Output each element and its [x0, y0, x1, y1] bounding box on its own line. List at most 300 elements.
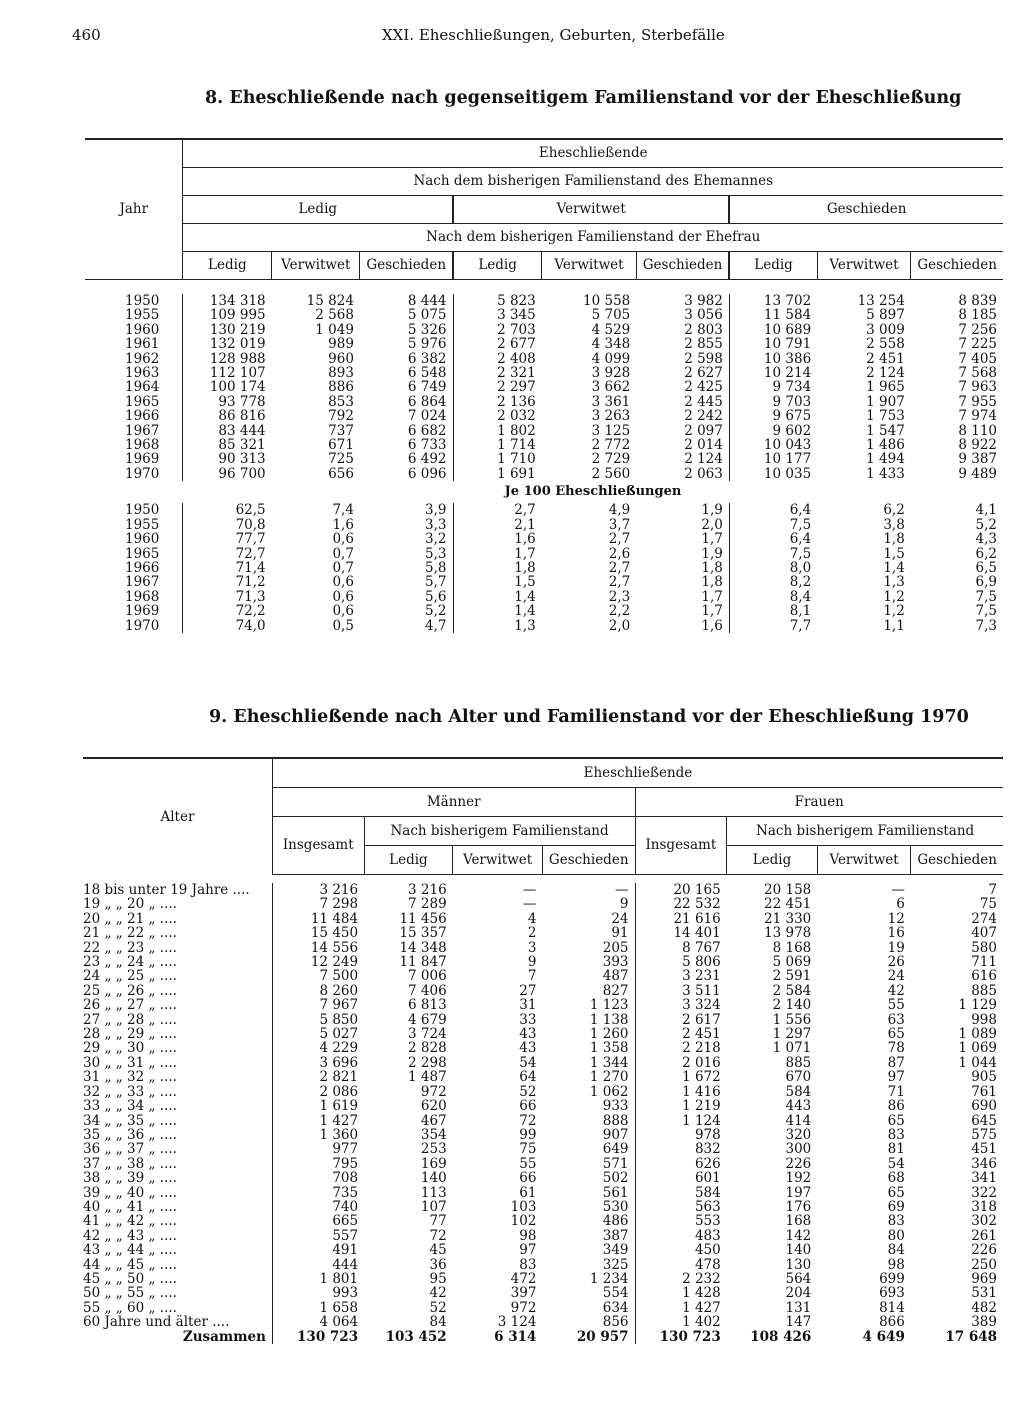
value-cell: 74,0 [183, 619, 272, 633]
table-row [83, 1070, 1003, 1084]
total-label: Zusammen [182, 1328, 266, 1345]
value-cell: 5 823 [453, 294, 542, 308]
value-cell: 1,8 [701, 559, 723, 576]
value-cell: 7,4 [332, 502, 354, 519]
age-cell: 39 „ „ 40 „ .... [83, 1184, 177, 1201]
age-cell: 41 „ „ 42 „ .... [83, 1213, 177, 1230]
value-cell: 26 [887, 954, 905, 971]
value-cell: 2,7 [608, 531, 631, 548]
table-row [85, 467, 1003, 481]
value-cell: 1,8 [701, 574, 723, 591]
table-row [83, 1027, 1003, 1041]
table8-group-verwitwet: Verwitwet [453, 196, 729, 224]
value-cell: 1 714 [453, 438, 542, 452]
value-cell: 893 [328, 365, 354, 382]
value-cell: 1,4 [453, 604, 542, 618]
value-cell: 708 [272, 1171, 364, 1185]
value-cell: 1,5 [453, 575, 542, 589]
age-cell: 23 „ „ 24 „ .... [83, 954, 177, 971]
value-cell: 1 044 [958, 1054, 997, 1071]
value-cell: 3 125 [591, 422, 631, 439]
value-cell: 96 700 [183, 467, 272, 481]
value-cell: 20 158 [764, 882, 812, 898]
value-cell: 21 330 [764, 910, 812, 927]
value-cell: 905 [971, 1069, 997, 1086]
value-cell: 8 922 [958, 437, 997, 454]
value-cell: 91 [611, 925, 629, 942]
value-cell: 320 [785, 1126, 812, 1143]
value-cell: 2 568 [315, 307, 354, 324]
value-cell: 8 767 [635, 941, 727, 955]
value-cell: 601 [635, 1171, 727, 1185]
table-row [85, 619, 1003, 633]
age-cell: 50 „ „ 55 „ .... [83, 1285, 177, 1302]
value-cell: 5,8 [425, 559, 447, 576]
value-cell: 4 099 [591, 350, 631, 367]
value-cell: 7 024 [407, 408, 447, 425]
table-row [83, 1056, 1003, 1070]
total-value: 103 452 [385, 1328, 447, 1345]
value-cell: 169 [420, 1155, 447, 1172]
running-title: XXI. Eheschließungen, Geburten, Sterbefälle [382, 26, 725, 44]
value-cell: 84 [887, 1242, 905, 1259]
value-cell: 7 [527, 968, 537, 985]
table-row [85, 575, 1003, 589]
year-cell: 1964 [125, 379, 160, 396]
year-cell: 1966 [125, 408, 160, 425]
value-cell: 0,5 [332, 617, 354, 634]
value-cell: 72 [429, 1227, 447, 1244]
value-cell: 665 [272, 1214, 364, 1228]
value-cell: 71,3 [183, 590, 272, 604]
age-cell: 26 „ „ 27 „ .... [83, 997, 177, 1014]
value-cell: 83 [887, 1126, 905, 1143]
value-cell: 1,4 [883, 559, 905, 576]
value-cell: 5 850 [272, 1013, 364, 1027]
value-cell: 2 560 [591, 465, 631, 482]
value-cell: 6 682 [407, 422, 447, 439]
value-cell: 300 [785, 1141, 812, 1158]
value-cell: 3,3 [425, 516, 447, 533]
value-cell: 75 [979, 896, 997, 913]
value-cell: 24 [611, 910, 629, 927]
value-cell: 90 313 [183, 452, 272, 466]
value-cell: 2 014 [684, 437, 723, 454]
value-cell: 3 056 [684, 307, 723, 324]
table-row [85, 366, 1003, 380]
value-cell: 9 703 [729, 395, 817, 409]
value-cell: 3,7 [608, 516, 631, 533]
year-cell: 1969 [125, 451, 160, 468]
table-row [85, 308, 1003, 322]
age-cell: 45 „ „ 50 „ .... [83, 1270, 177, 1287]
table8-subcol-header: Verwitwet [817, 252, 911, 280]
value-cell: 690 [971, 1098, 997, 1115]
value-cell: 147 [785, 1314, 812, 1331]
value-cell: 65 [887, 1112, 905, 1129]
table9-top-header: Eheschließende [272, 758, 1003, 788]
value-cell: 168 [785, 1213, 812, 1230]
age-cell: 33 „ „ 34 „ .... [83, 1098, 177, 1115]
value-cell: 4,3 [975, 531, 997, 548]
value-cell: 8 110 [958, 422, 997, 439]
table9 [83, 757, 1003, 1344]
value-cell: 1 427 [272, 1114, 364, 1128]
age-cell: 22 „ „ 23 „ .... [83, 939, 177, 956]
value-cell: 6,5 [975, 559, 997, 576]
value-cell: 1 907 [866, 393, 905, 410]
value-cell: 2 703 [453, 323, 542, 337]
value-cell: 1 691 [453, 467, 542, 481]
year-cell: 1967 [125, 574, 160, 591]
value-cell: 71,4 [183, 561, 272, 575]
value-cell: 19 [887, 939, 905, 956]
value-cell: 22 532 [635, 897, 727, 911]
value-cell: 7 405 [958, 350, 997, 367]
value-cell: 2 [527, 925, 537, 942]
value-cell: 9 734 [729, 380, 817, 394]
value-cell: 13 702 [729, 294, 817, 308]
value-cell: 827 [602, 982, 629, 999]
value-cell: 197 [785, 1184, 812, 1201]
value-cell: 8 185 [958, 307, 997, 324]
value-cell: 7 289 [408, 896, 447, 913]
value-cell: 354 [420, 1126, 447, 1143]
age-cell: 25 „ „ 26 „ .... [83, 982, 177, 999]
value-cell: 13 978 [764, 925, 812, 942]
value-cell: 6 [896, 896, 905, 913]
value-cell: 5 069 [772, 954, 812, 971]
total-value: 4 649 [862, 1328, 905, 1345]
value-cell: 1 619 [272, 1099, 364, 1113]
value-cell: 8,0 [729, 561, 817, 575]
value-cell: 0,6 [332, 603, 354, 620]
value-cell: 886 [328, 379, 354, 396]
value-cell: 1 556 [772, 1011, 812, 1028]
year-cell: 1955 [125, 516, 160, 533]
value-cell: 711 [971, 954, 997, 971]
value-cell: — [615, 882, 629, 898]
table9-title: 9. Eheschließende nach Alter und Familienstand vor der Eheschließung 1970 [209, 707, 969, 727]
table8-per100-label: Je 100 Eheschließungen [504, 484, 682, 500]
value-cell: 84 [429, 1314, 447, 1331]
value-cell: 656 [328, 465, 354, 482]
page-number: 460 [72, 26, 101, 44]
value-cell: 1 089 [958, 1026, 997, 1043]
table-row [85, 547, 1003, 561]
value-cell: 977 [272, 1142, 364, 1156]
value-cell: 467 [420, 1112, 447, 1129]
value-cell: 77 [429, 1213, 447, 1230]
table9-women-geschieden-header: Geschieden [911, 846, 1003, 875]
value-cell: 3 511 [635, 984, 727, 998]
value-cell: 20 165 [635, 883, 727, 897]
value-cell: 2 408 [453, 352, 542, 366]
value-cell: 346 [971, 1155, 997, 1172]
value-cell: 205 [602, 939, 629, 956]
value-cell: 61 [519, 1184, 537, 1201]
value-cell: 253 [420, 1141, 447, 1158]
year-cell: 1965 [125, 545, 160, 562]
year-cell: 1970 [125, 465, 160, 482]
value-cell: 24 [887, 968, 905, 985]
table9-women-total-header: Insgesamt [635, 817, 727, 875]
value-cell: 97 [519, 1242, 537, 1259]
value-cell: 7,5 [975, 603, 997, 620]
value-cell: 3,2 [425, 531, 447, 548]
table-row [83, 1114, 1003, 1128]
value-cell: 554 [602, 1285, 629, 1302]
value-cell: 66 [519, 1170, 537, 1187]
value-cell: 972 [510, 1299, 537, 1316]
value-cell: 7 006 [408, 968, 447, 985]
value-cell: 9 489 [958, 465, 997, 482]
value-cell: 78 [887, 1040, 905, 1057]
value-cell: 72,2 [183, 604, 272, 618]
value-cell: 853 [328, 393, 354, 410]
table-row [83, 1171, 1003, 1185]
value-cell: 6,2 [883, 502, 905, 519]
value-cell: 993 [272, 1286, 364, 1300]
value-cell: 43 [519, 1040, 537, 1057]
value-cell: 5 705 [591, 307, 631, 324]
table-row [85, 518, 1003, 532]
value-cell: 1 486 [866, 437, 905, 454]
value-cell: 557 [272, 1229, 364, 1243]
value-cell: 2 627 [684, 365, 723, 382]
value-cell: 2 828 [408, 1040, 447, 1057]
value-cell: 8,4 [729, 590, 817, 604]
value-cell: 444 [272, 1258, 364, 1272]
value-cell: 2 086 [272, 1085, 364, 1099]
value-cell: 4 679 [408, 1011, 447, 1028]
value-cell: 502 [602, 1170, 629, 1187]
table8-subcol-header: Geschieden [360, 252, 453, 280]
value-cell: 2,7 [608, 574, 631, 591]
value-cell: 55 [519, 1155, 537, 1172]
value-cell: 42 [429, 1285, 447, 1302]
value-cell: 387 [602, 1227, 629, 1244]
table8-husband-header: Nach dem bisherigen Familienstand des Ehemannes [183, 168, 1003, 196]
value-cell: 414 [785, 1112, 812, 1129]
table-row [83, 1229, 1003, 1243]
value-cell: 3,8 [883, 516, 905, 533]
value-cell: 3 982 [684, 293, 723, 309]
value-cell: 1,5 [883, 545, 905, 562]
value-cell: 9 [619, 896, 629, 913]
value-cell: 670 [785, 1069, 812, 1086]
value-cell: 6 749 [407, 379, 447, 396]
age-cell: 43 „ „ 44 „ .... [83, 1242, 177, 1259]
value-cell: 8 260 [272, 984, 364, 998]
age-cell: 30 „ „ 31 „ .... [83, 1054, 177, 1071]
value-cell: 5,7 [425, 574, 447, 591]
table-row [83, 1258, 1003, 1272]
value-cell: 113 [420, 1184, 447, 1201]
value-cell: 1,6 [332, 516, 354, 533]
value-cell: 7 406 [408, 982, 447, 999]
value-cell: 7,5 [729, 547, 817, 561]
total-value: 20 957 [576, 1328, 629, 1345]
value-cell: 969 [971, 1270, 997, 1287]
value-cell: 112 107 [183, 366, 272, 380]
value-cell: 584 [785, 1083, 812, 1100]
table-row [85, 409, 1003, 423]
value-cell: 98 [519, 1227, 537, 1244]
value-cell: 261 [971, 1227, 997, 1244]
value-cell: 584 [635, 1186, 727, 1200]
value-cell: 1 270 [589, 1069, 629, 1086]
value-cell: 1 129 [958, 997, 997, 1014]
value-cell: 7 955 [958, 393, 997, 410]
total-row [83, 1330, 1003, 1344]
value-cell: 6 492 [407, 451, 447, 468]
value-cell: 97 [887, 1069, 905, 1086]
value-cell: 1 427 [635, 1301, 727, 1315]
value-cell: 11 847 [399, 954, 447, 971]
value-cell: 130 219 [183, 323, 272, 337]
table-row [83, 1200, 1003, 1214]
value-cell: 1,7 [701, 603, 723, 620]
value-cell: 472 [510, 1270, 537, 1287]
value-cell: 192 [785, 1170, 812, 1187]
value-cell: 10 035 [729, 467, 817, 481]
value-cell: 43 [519, 1026, 537, 1043]
value-cell: 131 [785, 1299, 812, 1316]
table-row [85, 323, 1003, 337]
table8-stub-label: Jahr [85, 139, 183, 280]
value-cell: 5 075 [407, 307, 447, 324]
value-cell: 2 140 [772, 997, 812, 1014]
age-cell: 32 „ „ 33 „ .... [83, 1083, 177, 1100]
value-cell: 83 [519, 1256, 537, 1273]
value-cell: 856 [602, 1314, 629, 1331]
value-cell: 8 839 [958, 293, 997, 309]
table-row [83, 1142, 1003, 1156]
value-cell: 14 556 [272, 941, 364, 955]
value-cell: 761 [971, 1083, 997, 1100]
value-cell: 77,7 [183, 532, 272, 546]
value-cell: 389 [971, 1314, 997, 1331]
year-cell: 1966 [125, 559, 160, 576]
table-row [85, 590, 1003, 604]
page-header [72, 26, 992, 50]
value-cell: 1 123 [589, 997, 629, 1014]
value-cell: 3 263 [591, 408, 631, 425]
value-cell: 1 710 [453, 452, 542, 466]
value-cell: 626 [635, 1157, 727, 1171]
table-row [83, 1157, 1003, 1171]
value-cell: 5,3 [425, 545, 447, 562]
value-cell: 98 [887, 1256, 905, 1273]
value-cell: 2 445 [684, 393, 723, 410]
value-cell: 699 [879, 1270, 905, 1287]
value-cell: 69 [887, 1198, 905, 1215]
value-cell: 885 [971, 982, 997, 999]
value-cell: 2 218 [635, 1041, 727, 1055]
value-cell: 3 662 [591, 379, 631, 396]
table-row [83, 1214, 1003, 1228]
value-cell: 3 345 [453, 308, 542, 322]
value-cell: 6,4 [729, 503, 817, 517]
value-cell: 7 967 [272, 998, 364, 1012]
value-cell: 3 928 [591, 365, 631, 382]
value-cell: 451 [971, 1141, 997, 1158]
age-cell: 31 „ „ 32 „ .... [83, 1069, 177, 1086]
table9-men-header: Männer [272, 788, 635, 817]
total-value: 130 723 [272, 1330, 364, 1344]
table-row [85, 380, 1003, 394]
value-cell: 8,1 [729, 604, 817, 618]
value-cell: 140 [785, 1242, 812, 1259]
value-cell: 795 [272, 1157, 364, 1171]
table-row [85, 352, 1003, 366]
year-cell: 1968 [125, 437, 160, 454]
value-cell: 1 433 [866, 465, 905, 482]
table-row [83, 1272, 1003, 1286]
table9-women-header: Frauen [635, 788, 1003, 817]
age-cell: 27 „ „ 28 „ .... [83, 1011, 177, 1028]
value-cell: 109 995 [183, 308, 272, 322]
age-cell: 36 „ „ 37 „ .... [83, 1141, 177, 1158]
value-cell: 2,3 [608, 588, 631, 605]
value-cell: 2 425 [684, 379, 723, 396]
value-cell: 64 [519, 1069, 537, 1086]
table-row [83, 883, 1003, 897]
value-cell: 68 [887, 1170, 905, 1187]
value-cell: 134 318 [183, 294, 272, 308]
value-cell: 2 558 [866, 336, 905, 353]
value-cell: 10 689 [729, 323, 817, 337]
table-row [83, 912, 1003, 926]
table9-women-ledig-header: Ledig [727, 846, 818, 875]
value-cell: 52 [519, 1083, 537, 1100]
value-cell: 1,2 [883, 588, 905, 605]
value-cell: 2 598 [684, 350, 723, 367]
value-cell: 13 254 [857, 293, 905, 309]
value-cell: 2,0 [701, 516, 723, 533]
value-cell: 2,7 [453, 503, 542, 517]
value-cell: 86 [887, 1098, 905, 1115]
age-cell: 34 „ „ 35 „ .... [83, 1112, 177, 1129]
value-cell: 318 [971, 1198, 997, 1215]
value-cell: 1,9 [701, 502, 723, 519]
value-cell: 1 049 [315, 321, 354, 338]
table-row [83, 1085, 1003, 1099]
age-cell: 29 „ „ 30 „ .... [83, 1040, 177, 1057]
value-cell: 11 484 [272, 912, 364, 926]
table8-subcol-header: Ledig [183, 252, 272, 280]
value-cell: 1,1 [883, 617, 905, 634]
value-cell: 2 591 [772, 968, 812, 985]
table9-men-total-header: Insgesamt [272, 817, 364, 875]
value-cell: 6 548 [407, 365, 447, 382]
value-cell: 407 [971, 925, 997, 942]
age-cell: 38 „ „ 39 „ .... [83, 1170, 177, 1187]
value-cell: 70,8 [183, 518, 272, 532]
value-cell: 1 494 [866, 451, 905, 468]
table-row [85, 395, 1003, 409]
value-cell: 5 976 [407, 336, 447, 353]
value-cell: 1 138 [589, 1011, 629, 1028]
value-cell: 5,6 [425, 588, 447, 605]
table8-group-geschieden: Geschieden [729, 196, 1003, 224]
value-cell: 4,1 [975, 502, 997, 519]
total-value: 108 426 [750, 1328, 812, 1345]
value-cell: 21 616 [635, 912, 727, 926]
value-cell: 72 [519, 1112, 537, 1129]
value-cell: 2 124 [684, 451, 723, 468]
